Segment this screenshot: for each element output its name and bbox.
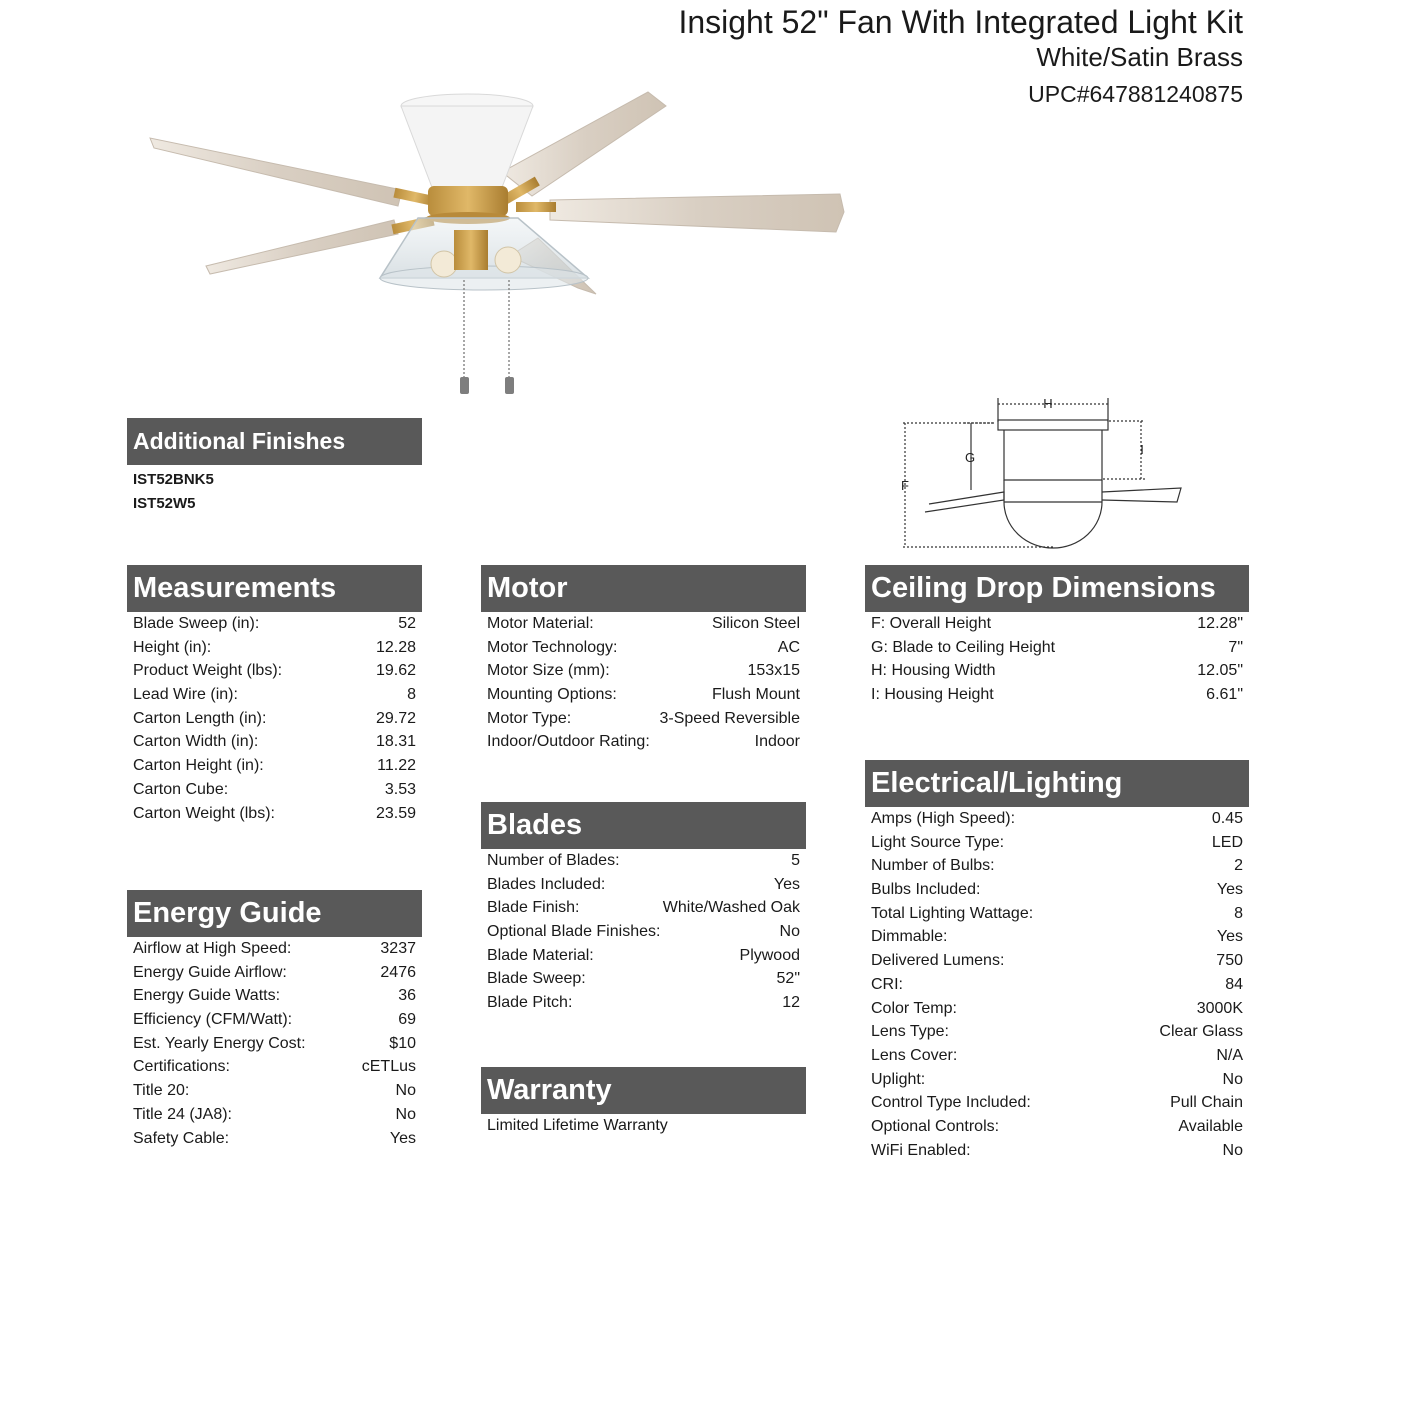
spec-row xyxy=(871,807,1243,831)
spec-row xyxy=(871,612,1243,636)
spec-value: No xyxy=(779,923,800,941)
spec-label: Uplight: xyxy=(871,1070,926,1088)
spec-row xyxy=(487,636,800,660)
spec-row xyxy=(871,1044,1243,1068)
spec-value: 36 xyxy=(398,987,416,1005)
spec-row xyxy=(133,1079,416,1103)
spec-row xyxy=(133,659,416,683)
section-title: Electrical/Lighting xyxy=(865,760,1249,807)
diagram-label-g: G xyxy=(964,450,976,465)
spec-value: 2 xyxy=(1234,857,1243,875)
spec-value: 12.05" xyxy=(1197,662,1243,680)
finish-item: IST52BNK5 xyxy=(133,471,214,488)
warranty-section xyxy=(481,1067,806,1138)
spec-row xyxy=(133,1055,416,1079)
spec-label: Dimmable: xyxy=(871,928,948,946)
product-finish: White/Satin Brass xyxy=(1036,42,1243,72)
spec-label: Blade Sweep (in): xyxy=(133,615,260,632)
spec-value: AC xyxy=(777,638,800,656)
diagram-label-f: F xyxy=(901,478,909,493)
spec-value: 750 xyxy=(1216,952,1243,970)
spec-row xyxy=(487,991,800,1015)
finish-item: IST52W5 xyxy=(133,495,196,512)
spec-label: Certifications: xyxy=(133,1058,230,1076)
spec-value: 12.28 xyxy=(375,638,416,656)
spec-row xyxy=(871,683,1243,707)
spec-row xyxy=(487,730,800,754)
motor-section xyxy=(481,565,806,754)
spec-row xyxy=(871,1068,1243,1092)
spec-row xyxy=(487,944,800,968)
spec-value: Yes xyxy=(773,875,800,893)
spec-label: Blade Sweep: xyxy=(487,970,586,988)
spec-row xyxy=(871,1139,1243,1163)
spec-row xyxy=(133,1032,416,1056)
spec-value: 0.45 xyxy=(1211,810,1243,827)
spec-label: Title 24 (JA8): xyxy=(133,1105,232,1123)
energy-guide-section xyxy=(127,890,422,1150)
spec-value: 52" xyxy=(776,970,800,988)
spec-row xyxy=(133,612,416,636)
spec-label: Blade Pitch: xyxy=(487,994,573,1012)
spec-row xyxy=(871,1091,1243,1115)
spec-row xyxy=(487,683,800,707)
spec-value: Plywood xyxy=(739,946,800,964)
spec-value: Silicon Steel xyxy=(711,615,800,632)
spec-label: Airflow at High Speed: xyxy=(133,940,292,957)
spec-value: 52 xyxy=(398,615,416,632)
spec-value: Flush Mount xyxy=(711,686,800,704)
spec-value: 3-Speed Reversible xyxy=(659,709,800,727)
spec-value: 11.22 xyxy=(377,757,416,775)
spec-row xyxy=(133,802,416,826)
spec-label: Height (in): xyxy=(133,638,212,656)
section-title: Blades xyxy=(481,802,806,849)
diagram-label-i: I xyxy=(1140,442,1144,457)
spec-row xyxy=(487,967,800,991)
spec-row xyxy=(871,1020,1243,1044)
spec-row xyxy=(871,902,1243,926)
spec-value: 84 xyxy=(1225,975,1243,993)
spec-row xyxy=(487,896,800,920)
spec-row xyxy=(487,659,800,683)
spec-row xyxy=(871,659,1243,683)
spec-row xyxy=(871,878,1243,902)
section-title: Energy Guide xyxy=(127,890,422,937)
warranty-text: Limited Lifetime Warranty xyxy=(487,1117,668,1134)
spec-value: 3.53 xyxy=(384,780,416,798)
spec-value: 3000K xyxy=(1196,999,1243,1017)
spec-value: Yes xyxy=(1216,928,1243,946)
spec-row xyxy=(871,949,1243,973)
spec-label: Safety Cable: xyxy=(133,1129,230,1147)
spec-label: Amps (High Speed): xyxy=(871,810,1016,827)
spec-label: Est. Yearly Energy Cost: xyxy=(133,1034,306,1052)
spec-value: 5 xyxy=(791,852,800,869)
spec-value: 69 xyxy=(398,1011,416,1029)
spec-label: Total Lighting Wattage: xyxy=(871,904,1034,922)
spec-value: 23.59 xyxy=(375,804,416,822)
spec-label: Lens Cover: xyxy=(871,1046,958,1064)
spec-row xyxy=(487,849,800,873)
spec-label: Delivered Lumens: xyxy=(871,952,1005,970)
spec-label: I: Housing Height xyxy=(871,686,994,704)
spec-value: Indoor xyxy=(754,733,800,751)
spec-row xyxy=(487,707,800,731)
measurements-section xyxy=(127,565,422,825)
spec-row xyxy=(133,636,416,660)
spec-row xyxy=(487,920,800,944)
spec-row xyxy=(871,1115,1243,1139)
electrical-lighting-section xyxy=(865,760,1249,1162)
spec-value: 2476 xyxy=(380,963,416,981)
spec-label: Blade Material: xyxy=(487,946,594,964)
spec-value: 12.28" xyxy=(1197,615,1243,632)
spec-value: 29.72 xyxy=(375,709,416,727)
spec-row xyxy=(133,707,416,731)
spec-row xyxy=(133,1103,416,1127)
spec-value: No xyxy=(395,1105,416,1123)
section-title: Measurements xyxy=(127,565,422,612)
section-title: Additional Finishes xyxy=(127,418,422,465)
ceiling-drop-section xyxy=(865,565,1249,707)
spec-row xyxy=(871,831,1243,855)
spec-label: Carton Length (in): xyxy=(133,709,267,727)
spec-label: Control Type Included: xyxy=(871,1094,1031,1112)
spec-row xyxy=(133,937,416,961)
spec-row xyxy=(133,754,416,778)
spec-label: Carton Weight (lbs): xyxy=(133,804,275,822)
spec-label: H: Housing Width xyxy=(871,662,996,680)
spec-label: Bulbs Included: xyxy=(871,881,981,899)
spec-label: CRI: xyxy=(871,975,903,993)
spec-label: Indoor/Outdoor Rating: xyxy=(487,733,650,751)
spec-row xyxy=(133,683,416,707)
spec-label: Motor Size (mm): xyxy=(487,662,610,680)
spec-value: LED xyxy=(1211,833,1243,851)
spec-label: Title 20: xyxy=(133,1082,190,1100)
spec-label: Carton Width (in): xyxy=(133,733,259,751)
spec-value: N/A xyxy=(1216,1046,1243,1064)
spec-label: Blades Included: xyxy=(487,875,606,893)
spec-value: White/Washed Oak xyxy=(662,899,800,917)
spec-row xyxy=(487,612,800,636)
spec-value: No xyxy=(395,1082,416,1100)
spec-value: No xyxy=(1222,1070,1243,1088)
spec-value: Available xyxy=(1178,1117,1243,1135)
section-title: Motor xyxy=(481,565,806,612)
spec-label: Color Temp: xyxy=(871,999,957,1017)
spec-value: 19.62 xyxy=(375,662,416,680)
spec-row xyxy=(871,973,1243,997)
spec-value: 12 xyxy=(782,994,800,1012)
spec-value: Yes xyxy=(389,1129,416,1147)
diagram-label-h: H xyxy=(1043,396,1053,411)
spec-value: No xyxy=(1222,1141,1243,1159)
spec-value: 18.31 xyxy=(375,733,416,751)
spec-row xyxy=(133,1127,416,1151)
spec-value: Clear Glass xyxy=(1159,1023,1243,1041)
spec-label: Motor Type: xyxy=(487,709,572,727)
spec-label: Energy Guide Airflow: xyxy=(133,963,287,981)
spec-row xyxy=(133,961,416,985)
spec-row xyxy=(871,925,1243,949)
spec-label: Number of Bulbs: xyxy=(871,857,995,875)
spec-label: F: Overall Height xyxy=(871,615,992,632)
product-upc: UPC#647881240875 xyxy=(1028,81,1243,107)
spec-label: Blade Finish: xyxy=(487,899,580,917)
product-title: Insight 52" Fan With Integrated Light Kit xyxy=(678,4,1243,40)
spec-label: Product Weight (lbs): xyxy=(133,662,283,680)
spec-value: 8 xyxy=(407,686,416,704)
spec-value: 6.61" xyxy=(1206,686,1243,704)
spec-row xyxy=(133,778,416,802)
spec-label: Lens Type: xyxy=(871,1023,949,1041)
section-title: Ceiling Drop Dimensions xyxy=(865,565,1249,612)
spec-value: 7" xyxy=(1228,638,1243,656)
ceiling-drop-diagram xyxy=(895,390,1190,555)
spec-label: Optional Blade Finishes: xyxy=(487,923,661,941)
ceiling-fan-image xyxy=(140,66,850,406)
spec-label: G: Blade to Ceiling Height xyxy=(871,638,1056,656)
spec-row xyxy=(871,854,1243,878)
spec-label: Motor Technology: xyxy=(487,638,618,656)
spec-label: Light Source Type: xyxy=(871,833,1005,851)
spec-row xyxy=(133,730,416,754)
spec-value: 153x15 xyxy=(747,662,800,680)
spec-value: Pull Chain xyxy=(1170,1094,1243,1112)
blades-section xyxy=(481,802,806,1015)
spec-value: 3237 xyxy=(380,940,416,957)
spec-label: Carton Height (in): xyxy=(133,757,264,775)
spec-row xyxy=(871,636,1243,660)
section-title: Warranty xyxy=(481,1067,806,1114)
spec-row xyxy=(871,997,1243,1021)
spec-label: Mounting Options: xyxy=(487,686,617,704)
spec-label: Efficiency (CFM/Watt): xyxy=(133,1011,293,1029)
spec-label: Carton Cube: xyxy=(133,780,229,798)
spec-value: cETLus xyxy=(361,1058,416,1076)
spec-label: Optional Controls: xyxy=(871,1117,1000,1135)
spec-label: Motor Material: xyxy=(487,615,594,632)
spec-label: Lead Wire (in): xyxy=(133,686,238,704)
spec-row xyxy=(133,984,416,1008)
spec-value: 8 xyxy=(1234,904,1243,922)
spec-value: Yes xyxy=(1216,881,1243,899)
spec-label: WiFi Enabled: xyxy=(871,1141,971,1159)
spec-label: Energy Guide Watts: xyxy=(133,987,281,1005)
spec-value: $10 xyxy=(389,1034,416,1052)
additional-finishes-section xyxy=(127,418,422,516)
spec-row xyxy=(133,1008,416,1032)
spec-row xyxy=(487,873,800,897)
spec-label: Number of Blades: xyxy=(487,852,620,869)
